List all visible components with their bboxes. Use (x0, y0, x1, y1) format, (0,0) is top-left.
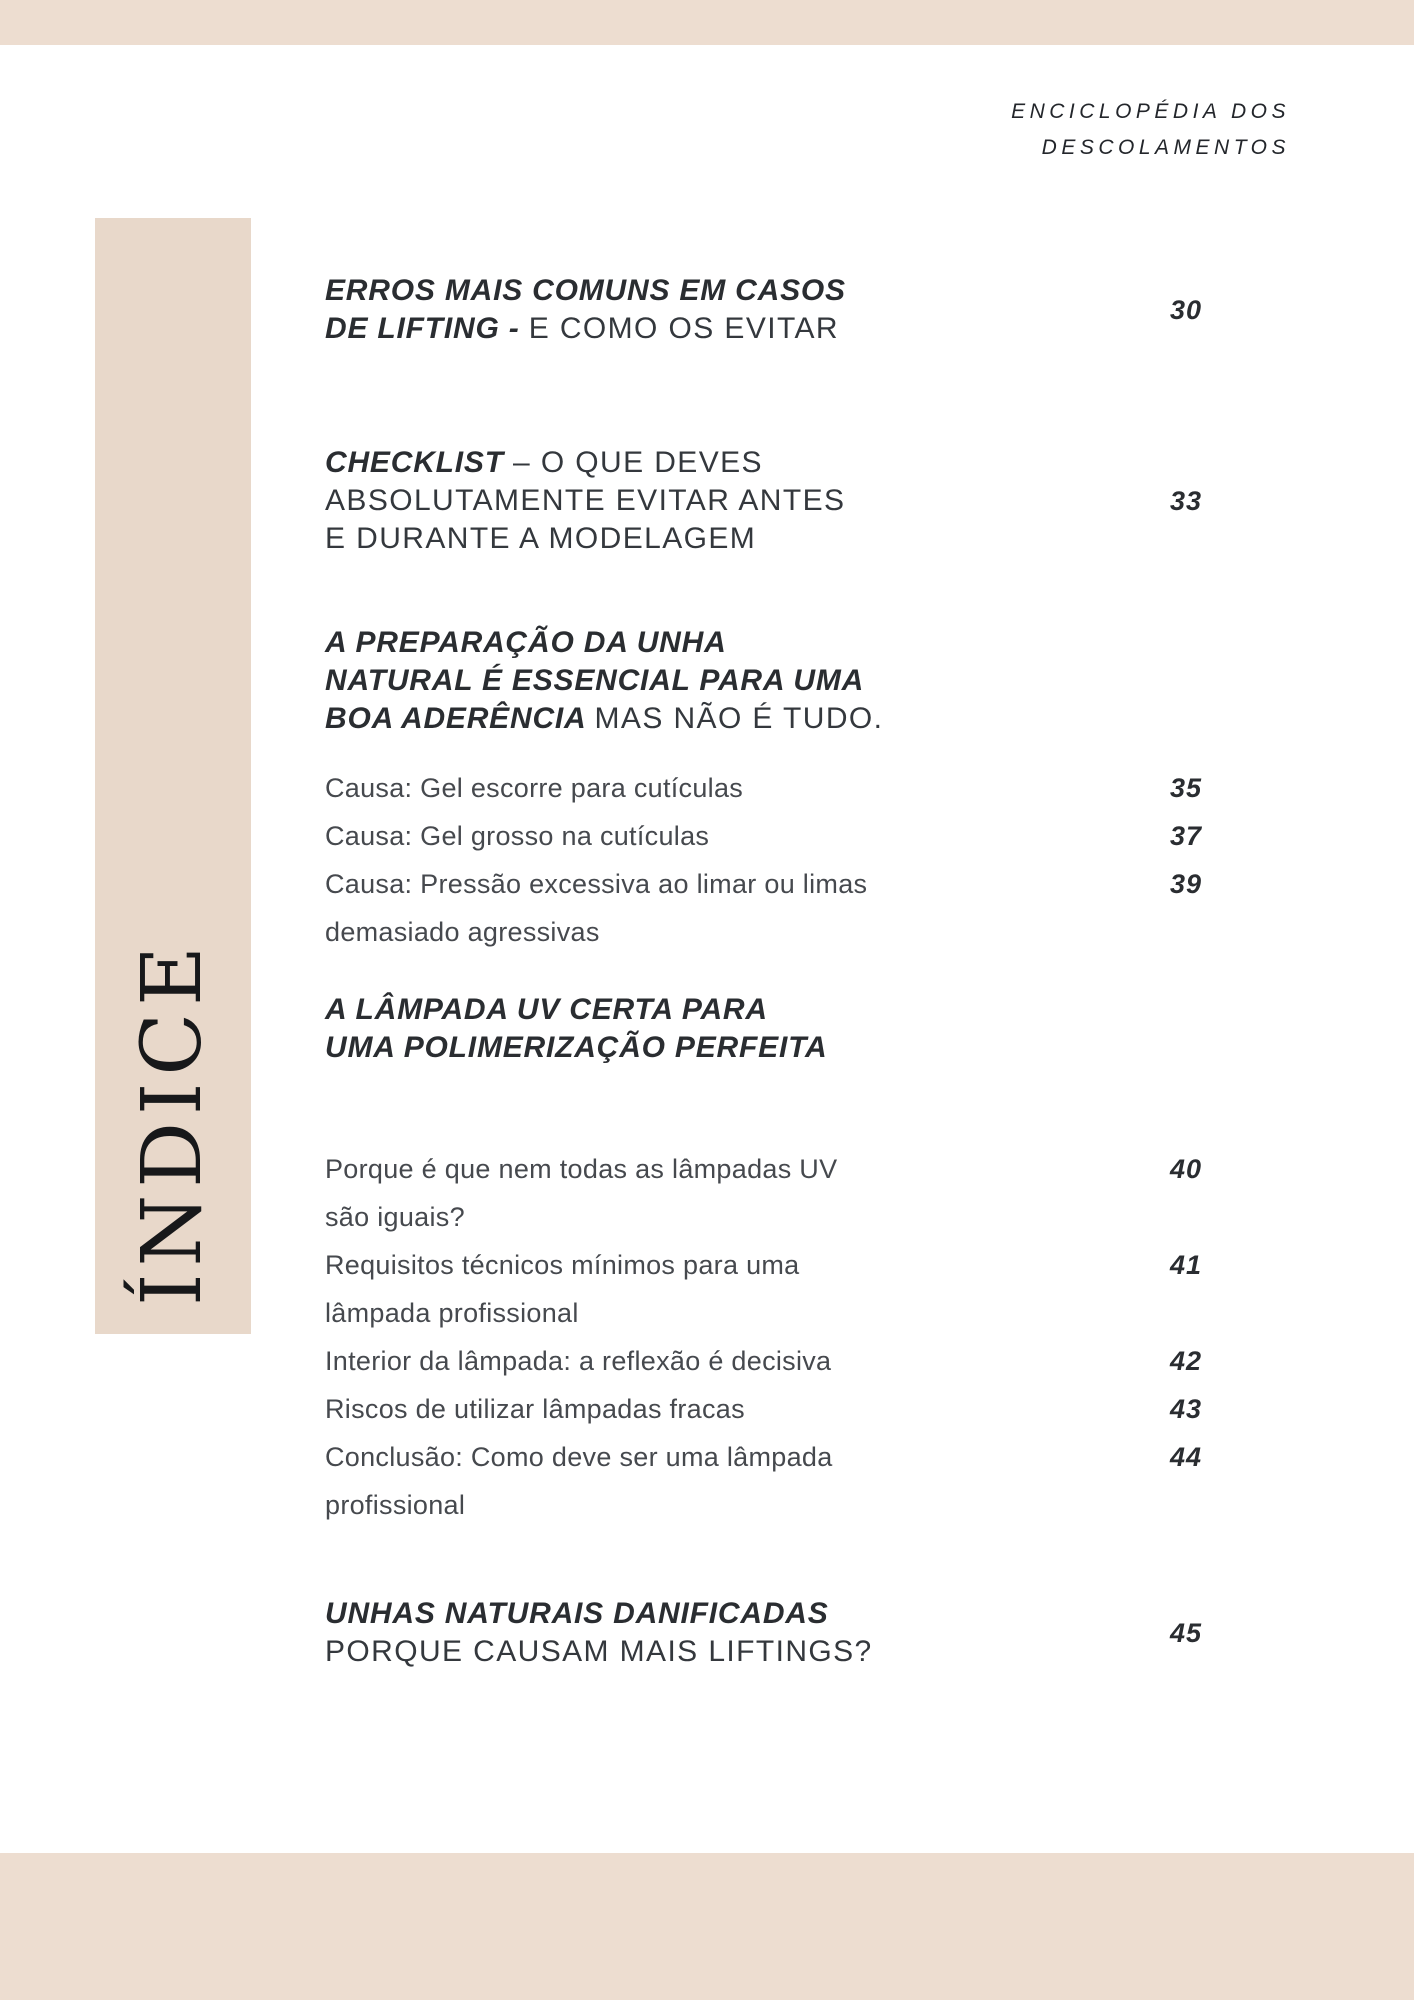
page-number: 44 (1170, 1442, 1203, 1472)
toc-entry (325, 1433, 1255, 1529)
toc-entry-text: UNHAS NATURAIS DANIFICADAS PORQUE CAUSAM MAIS LIFTINGS? (325, 1597, 873, 1668)
toc-entry (325, 1241, 1255, 1337)
page-number: 30 (1170, 295, 1203, 325)
toc-entry (325, 1145, 1255, 1241)
page-number: 45 (1170, 1618, 1203, 1648)
toc-entry-text: Conclusão: Como deve ser uma lâmpada profissional (325, 1442, 833, 1520)
toc-entry (325, 991, 1255, 1067)
page-number: 43 (1170, 1394, 1203, 1424)
running-header-line2: DESCOLAMENTOS (1041, 136, 1290, 159)
bottom-accent-band (0, 1853, 1414, 2000)
toc-entry-text: Porque é que nem todas as lâmpadas UV são iguais? (325, 1154, 838, 1232)
toc-entry (325, 1595, 1255, 1671)
page-number: 39 (1170, 869, 1203, 899)
toc-entry (325, 764, 1255, 812)
toc-entry (325, 444, 1255, 558)
toc-entry-text: CHECKLIST – O QUE DEVES ABSOLUTAMENTE EVITAR ANTES E DURANTE A MODELAGEM (325, 446, 846, 555)
page-number: 37 (1170, 821, 1203, 851)
toc-entry-text: Causa: Gel grosso na cutículas (325, 821, 710, 851)
toc-entry (325, 624, 1255, 738)
toc-list (325, 272, 1255, 1671)
toc-entry-text: A LÂMPADA UV CERTA PARA UMA POLIMERIZAÇÃO PERFEITA (325, 993, 828, 1064)
toc-entry-text: Riscos de utilizar lâmpadas fracas (325, 1394, 745, 1424)
toc-entry-text: ERROS MAIS COMUNS EM CASOS DE LIFTING - E COMO OS EVITAR (325, 274, 846, 345)
page-number: 41 (1170, 1250, 1203, 1280)
page-number: 33 (1170, 486, 1203, 516)
running-header-line1: ENCICLOPÉDIA DOS (1011, 100, 1290, 123)
toc-entry (325, 272, 1255, 348)
sidebar-panel (95, 218, 251, 1334)
running-header (1011, 94, 1290, 166)
toc-entry (325, 812, 1255, 860)
toc-entry (325, 1337, 1255, 1385)
top-accent-band (0, 0, 1414, 45)
page-number: 40 (1170, 1154, 1203, 1184)
page-number: 42 (1170, 1346, 1203, 1376)
page-number: 35 (1170, 773, 1203, 803)
toc-entry-text: Requisitos técnicos mínimos para uma lâmpada profissional (325, 1250, 800, 1328)
toc-entry (325, 860, 1255, 956)
toc-entry (325, 1385, 1255, 1433)
toc-entry-text: Causa: Gel escorre para cutículas (325, 773, 744, 803)
page-title: ÍNDICE (125, 939, 220, 1306)
toc-entry-text: Causa: Pressão excessiva ao limar ou limas demasiado agressivas (325, 869, 868, 947)
toc-entry-text: Interior da lâmpada: a reflexão é decisiva (325, 1346, 832, 1376)
toc-entry-text: A PREPARAÇÃO DA UNHA NATURAL É ESSENCIAL PARA UMA BOA ADERÊNCIA MAS NÃO É TUDO. (325, 626, 884, 735)
